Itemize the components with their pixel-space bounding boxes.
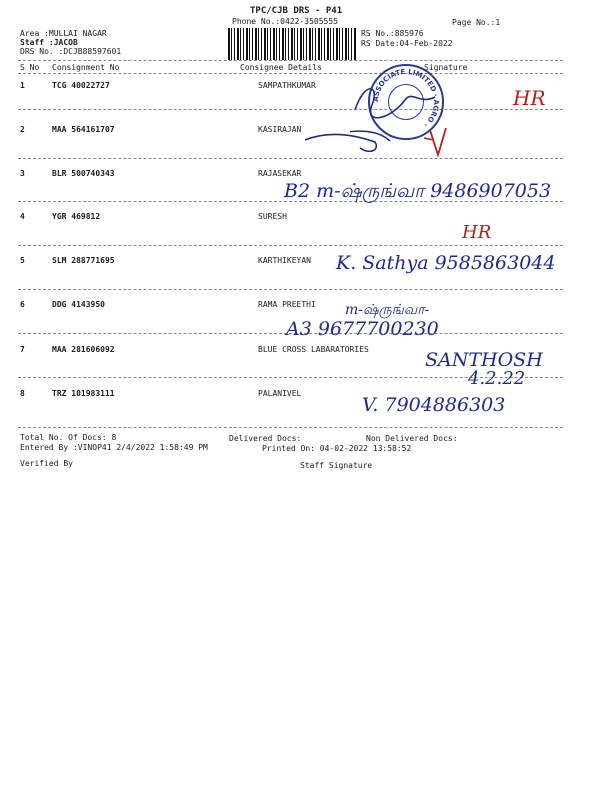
handwritten-entry-row3: B2 m-ஷ்ருங்வா 9486907053 — [284, 180, 552, 202]
row-consignee: SAMPATHKUMAR — [258, 81, 316, 90]
row-consignee: PALANIVEL — [258, 389, 302, 398]
row-consignment: MAA 281606092 — [52, 345, 115, 354]
verified-by: Verified By — [20, 459, 73, 468]
header-rule-bottom — [18, 73, 563, 74]
col-consignee: Consignee Details — [240, 63, 322, 72]
handwritten-mark-hr: HR — [462, 222, 492, 243]
header-rule-top — [18, 60, 563, 61]
row-consignee: RAJASEKAR — [258, 169, 302, 178]
row-consignee: BLUE CROSS LABARATORIES — [258, 345, 369, 354]
handwritten-date-row7: 4.2.22 — [468, 368, 526, 389]
row-divider — [18, 158, 563, 159]
handwritten-name-row7: SANTHOSH — [425, 349, 543, 371]
rs-date: RS Date:04-Feb-2022 — [361, 39, 453, 48]
barcode — [228, 28, 356, 60]
row-sno: 5 — [20, 256, 25, 265]
handwritten-entry-row6: A3 9677700230 — [286, 318, 439, 340]
rs-number: RS No.:885976 — [361, 29, 424, 38]
staff-label: Staff :JACOB — [20, 38, 78, 47]
handwritten-entry-row6-top: m-ஷ்ருங்வா- — [345, 302, 430, 318]
col-signature: Signature — [424, 63, 468, 72]
col-sno: S No — [20, 63, 40, 72]
row-consignment: BLR 500740343 — [52, 169, 115, 178]
page-number: Page No.:1 — [452, 18, 501, 27]
row-sno: 2 — [20, 125, 25, 134]
row-divider — [18, 427, 563, 428]
handwritten-entry-row8: V. 7904886303 — [362, 394, 506, 416]
row-consignee: KARTHIKEYAN — [258, 256, 311, 265]
row-divider — [18, 289, 563, 290]
delivered-docs: Delivered Docs: — [229, 434, 302, 443]
row-consignment: YGR 469812 — [52, 212, 101, 221]
drs-number: DRS No. :DCJB88597601 — [20, 47, 122, 56]
row-sno: 3 — [20, 169, 25, 178]
staff-signature: Staff Signature — [300, 461, 373, 470]
row-consignment: TRZ 101983111 — [52, 389, 115, 398]
row-consignment: MAA 564161707 — [52, 125, 115, 134]
printed-on: Printed On: 04-02-2022 13:58:52 — [262, 444, 412, 453]
document-title: TPC/CJB DRS - P41 — [250, 6, 343, 16]
row-sno: 8 — [20, 389, 25, 398]
row-consignee: RAMA PREETHI — [258, 300, 316, 309]
row-sno: 7 — [20, 345, 25, 354]
svg-text:ASSOCIATE LIMITED · AGRO ·: ASSOCIATE LIMITED · AGRO · — [371, 67, 441, 129]
col-consignment: Consignment No — [52, 63, 120, 72]
row-divider — [18, 109, 563, 110]
phone-number: Phone No.:0422-3505555 — [232, 17, 338, 26]
signature-scribble-2 — [300, 120, 460, 170]
row-consignee: SURESH — [258, 212, 287, 221]
handwritten-mark-hr: HR — [513, 86, 546, 110]
row-consignment: TCG 40022727 — [52, 81, 110, 90]
area-label: Area :MULLAI NAGAR — [20, 29, 107, 38]
row-sno: 1 — [20, 81, 25, 90]
row-consignee: KASIRAJAN — [258, 125, 302, 134]
total-docs: Total No. Of Docs: 8 — [20, 433, 117, 442]
row-divider — [18, 245, 563, 246]
row-consignment: DDG 4143950 — [52, 300, 105, 309]
non-delivered-docs: Non Delivered Docs: — [366, 434, 458, 443]
row-sno: 4 — [20, 212, 25, 221]
row-sno: 6 — [20, 300, 25, 309]
row-consignment: SLM 288771695 — [52, 256, 115, 265]
entered-by: Entered By :VINOP41 2/4/2022 1:58:49 PM — [20, 443, 208, 452]
handwritten-entry-row5: K. Sathya 9585863044 — [336, 252, 556, 274]
